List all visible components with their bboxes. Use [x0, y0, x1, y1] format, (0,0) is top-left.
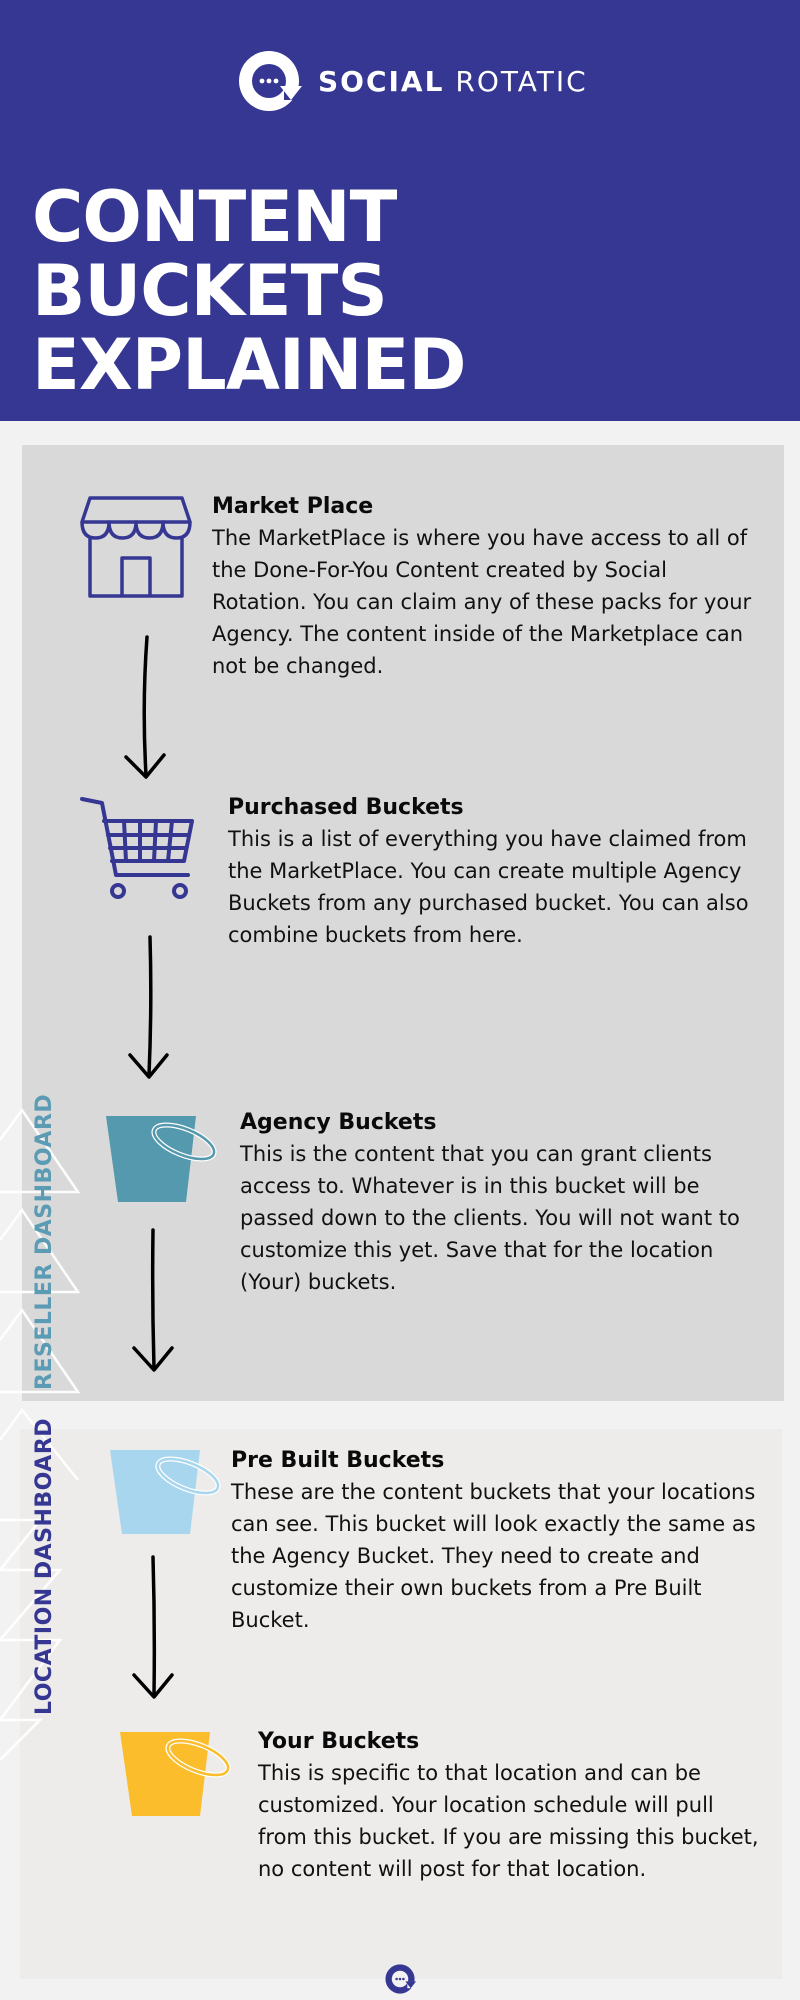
section-your-buckets — [258, 1727, 768, 1885]
agency-bucket-icon — [104, 1112, 220, 1204]
pre-built-bucket-icon — [108, 1446, 224, 1538]
section-body: This is specific to that location and can be customized. Your location schedule will pull from this bucket. If you are missing this bucket, no content will post for that location. — [258, 1761, 759, 1881]
social-rotatic-logo-icon — [236, 46, 306, 116]
section-body: This is a list of everything you have claimed from the MarketPlace. You can create multiple Agency Buckets from any purchased bucket. You can also combine buckets from here. — [228, 827, 749, 947]
brand-name-light: ROTATIC — [455, 64, 588, 98]
your-bucket-icon — [118, 1728, 234, 1820]
storefront-icon — [80, 494, 192, 600]
page-title-line2: EXPLAINED — [32, 324, 466, 406]
section-title: Purchased Buckets — [228, 795, 464, 820]
down-arrow-icon — [128, 1228, 178, 1378]
section-market-place — [212, 492, 752, 682]
section-title: Agency Buckets — [240, 1110, 437, 1135]
down-arrow-icon — [120, 635, 170, 785]
section-title: Pre Built Buckets — [231, 1448, 445, 1473]
reseller-dashboard-label: RESELLER DASHBOARD — [32, 1093, 57, 1390]
header-banner — [0, 0, 800, 421]
brand-name-bold: SOCIAL — [318, 64, 445, 98]
section-title: Market Place — [212, 494, 374, 519]
page-title — [32, 176, 772, 406]
brand-logo[interactable] — [236, 46, 588, 116]
section-body: The MarketPlace is where you have access to all of the Done-For-You Content created by Social Rotation. You can claim any of these packs for your Agency. The content inside of the Marketplace can not be changed. — [212, 526, 752, 678]
section-pre-built-buckets — [231, 1446, 766, 1636]
shopping-cart-icon — [80, 795, 195, 905]
brand-name — [318, 65, 588, 98]
section-title: Your Buckets — [258, 1729, 420, 1754]
section-agency-buckets — [240, 1108, 765, 1298]
footer-logo-icon — [384, 1962, 418, 1996]
down-arrow-icon — [128, 1555, 178, 1705]
page-title-line1: CONTENT BUCKETS — [32, 176, 397, 332]
down-arrow-icon — [125, 935, 175, 1085]
section-body: This is the content that you can grant clients access to. Whatever is in this bucket will be passed down to the clients. You will not want to customize this yet. Save that for the location (Your) buckets. — [240, 1142, 740, 1294]
location-dashboard-label: LOCATION DASHBOARD — [32, 1417, 57, 1715]
section-purchased-buckets — [228, 793, 768, 951]
section-body: These are the content buckets that your locations can see. This bucket will look exactly the same as the Agency Bucket. They need to create and customize their own buckets from a Pre Built Bucket. — [231, 1480, 756, 1632]
